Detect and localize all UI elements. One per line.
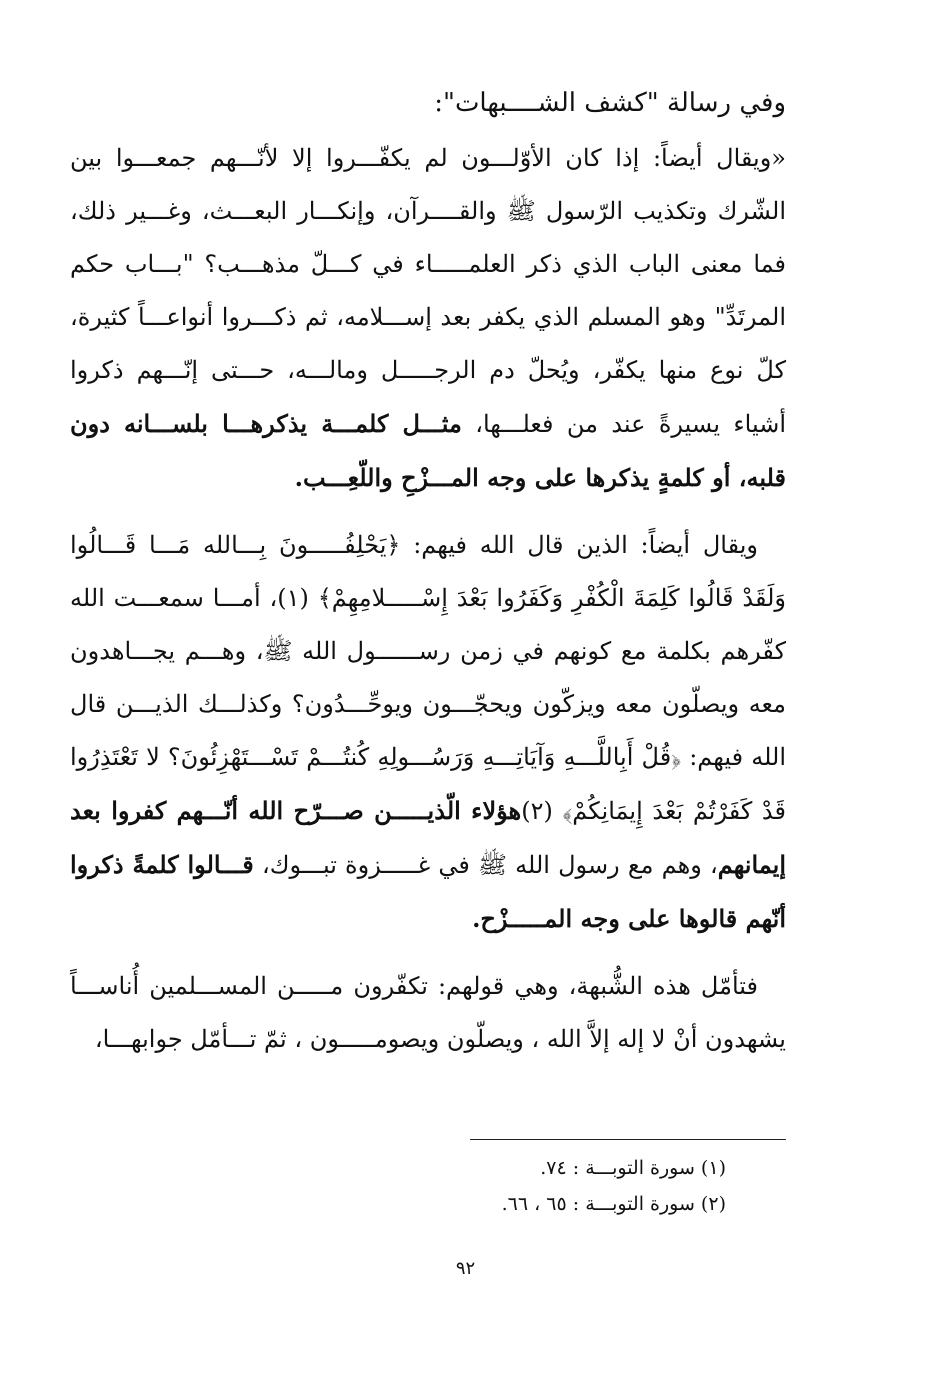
footnote-1: (١) سورة التوبـــة : ٧٤. — [540, 1157, 726, 1179]
paragraph-2-text-b: ، وهم مع رسول الله ﷺ في غـــــزوة تبـــوك، — [253, 851, 718, 879]
page-number: ٩٢ — [455, 1258, 476, 1279]
paragraph-2-text-a: ويقال أيضاً: الذين قال الله فيهم: ﴿يَحْلِفُـــــونَ بِـــالله مَـــا قَـــالُوا وَلَقَدْ قَالُوا كَلِمَةَ الْكُفْرِ وَكَفَرُوا بَعْدَ إِسْـــــلامِهِمْ﴾ (١)، أمـــا سمعـــت الله كفّرهم بكلمة مع كونهم في زمن رســــــول الله ﷺ، وهـــم يجـــاهدون معه ويصلّون معه ويزكّون ويحجّـــون ويوحِّـــدُون؟ وكذلـــك الذيـــن قال الله فيهم: ﴿قُلْ أَبِاللَّـــهِ وَآيَاتِـــهِ وَرَسُـــولِهِ كُنتُـــمْ تَسْـــتَهْزِئُونَ؟ لا تَعْتَذِرُوا قَدْ كَفَرْتُمْ بَعْدَ إِيمَانِكُمْ﴾ (٢) — [70, 531, 786, 825]
page-body — [70, 78, 786, 1080]
footnotes — [300, 1150, 726, 1222]
paragraph-2-bold-text-b: قـــالوا كلمةً ذكروا أنّهم قالوها على وجه المـــــزْح. — [70, 850, 786, 933]
paragraph-1-bold-text: مثـــل كلمـــة يذكرهـــا بلســـانه دون قلبه، أو كلمةٍ يذكرها على وجه المـــزْحِ واللّعِـــب. — [70, 409, 786, 492]
paragraph-1-text: «ويقال أيضاً: إذا كان الأوّلـــون لم يكفّـــروا إلا لأنّـــهم جمعـــوا بين الشّرك وتكذيب الرّسول ﷺ والقــــرآن، وإنكـــار البعـــث، وغـــير ذلك، فما معنى الباب الذي ذكر العلمـــــاء في كـــلّ مذهـــب؟ "بـــاب حكم المرتَدِّ" وهو المسلم الذي يكفر بعد إســـلامه، ثم ذكـــروا أنواعـــاً كثيرة، كلّ نوع منها يكفّر، ويُحلّ دم الرجـــــل ومالـــه، حـــتى إنّـــهم ذكروا أشياء يسيرةً عند من فعلـــها، — [70, 144, 786, 438]
footnote-2: (٢) سورة التوبـــة : ٦٥ ، ٦٦. — [501, 1193, 726, 1215]
paragraph-3-text: فتأمّل هذه الشُّبهة، وهي قولهم: تكفّرون مـــــن المســـلمين أُناســـاً يشهدون أنْ لا إله إلاَّ الله ، ويصلّون ويصومـــــون ، ثمّ تـــأمّل جوابهـــا، — [70, 972, 786, 1053]
paragraph-3 — [70, 960, 786, 1066]
paragraph-2-bold-text-a: هؤلاء الّذيـــــن صـــرّح الله أنّـــهم كفروا بعد إيمانهم — [70, 796, 786, 879]
paragraph-1 — [70, 132, 786, 505]
section-heading: وفي رسالة "كشف الشــــبهات": — [434, 88, 786, 118]
footnote-divider — [470, 1139, 786, 1140]
paragraph-2 — [70, 519, 786, 946]
